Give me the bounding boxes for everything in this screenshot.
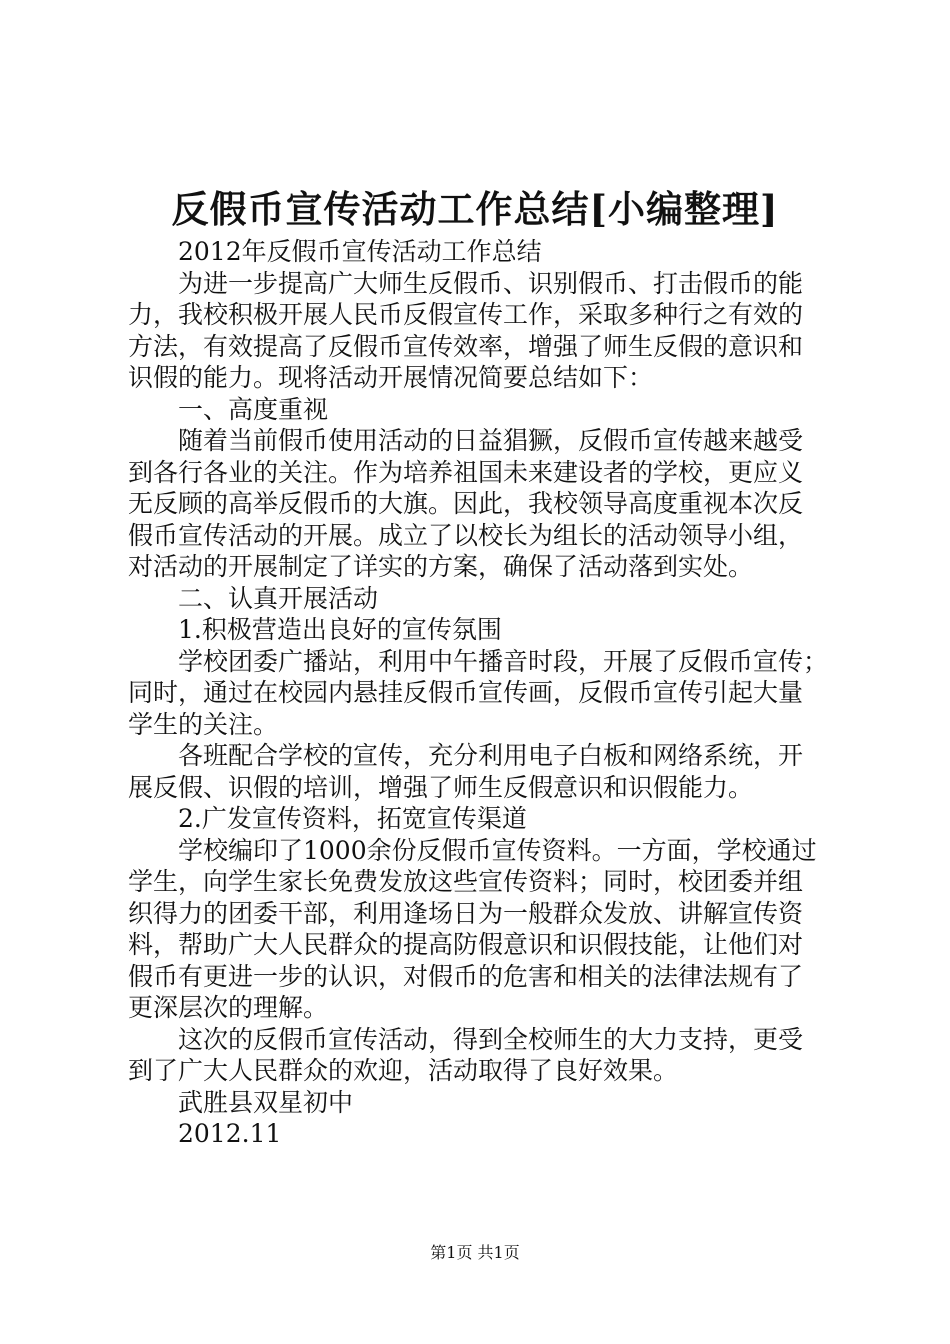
text-line: 识假的能力。现将活动开展情况简要总结如下： — [128, 363, 654, 392]
text-line: 学校团委广播站，利用中午播音时段，开展了反假币宣传； — [178, 646, 829, 676]
text-line: 1.积极营造出良好的宣传氛围 — [178, 615, 502, 644]
text-line: 无反顾的高举反假币的大旗。因此，我校领导高度重视本次反 — [128, 489, 804, 518]
text-line: 方法，有效提高了反假币宣传效率，增强了师生反假的意识和 — [128, 331, 804, 361]
text-line: 学生，向学生家长免费发放这些宣传资料；同时，校团委并组 — [128, 867, 804, 896]
text-line: 各班配合学校的宣传，充分利用电子白板和网络系统，开 — [178, 741, 804, 770]
text-line: 到各行各业的关注。作为培养祖国未来建设者的学校，更应义 — [128, 457, 804, 487]
text-line: 织得力的团委干部，利用逢场日为一般群众发放、讲解宣传资 — [128, 898, 804, 928]
document-body — [128, 236, 838, 1150]
page-footer: 第1页 共1页 — [430, 1243, 520, 1262]
text-line: 一、高度重视 — [178, 394, 329, 424]
text-line: 随着当前假币使用活动的日益猖獗，反假币宣传越来越受 — [178, 426, 804, 455]
text-line: 展反假、识假的培训，增强了师生反假意识和识假能力。 — [128, 772, 754, 802]
text-line: 2012年反假币宣传活动工作总结 — [178, 237, 542, 266]
text-line: 更深层次的理解。 — [128, 993, 329, 1022]
text-line: 学校编印了1000余份反假币宣传资料。一方面，学校通过 — [178, 835, 817, 865]
text-line: 为进一步提高广大师生反假币、识别假币、打击假币的能 — [178, 268, 804, 298]
text-line: 假币宣传活动的开展。成立了以校长为组长的活动领导小组， — [128, 520, 804, 550]
document-title: 反假币宣传活动工作总结[小编整理] — [171, 187, 779, 231]
text-line: 力，我校积极开展人民币反假宣传工作，采取多种行之有效的 — [128, 300, 804, 329]
text-line: 2.广发宣传资料，拓宽宣传渠道 — [178, 804, 527, 833]
text-line: 2012.11 — [178, 1119, 282, 1148]
text-line: 学生的关注。 — [128, 709, 279, 739]
text-line: 这次的反假币宣传活动，得到全校师生的大力支持，更受 — [178, 1024, 804, 1054]
text-line: 武胜县双星初中 — [178, 1087, 354, 1117]
text-line: 对活动的开展制定了详实的方案，确保了活动落到实处。 — [128, 552, 754, 581]
text-line: 料，帮助广大人民群众的提高防假意识和识假技能，让他们对 — [128, 930, 804, 959]
text-line: 假币有更进一步的认识，对假币的危害和相关的法律法规有了 — [128, 961, 804, 991]
text-line: 同时，通过在校园内悬挂反假币宣传画，反假币宣传引起大量 — [128, 678, 804, 707]
text-line: 到了广大人民群众的欢迎，活动取得了良好效果。 — [128, 1056, 679, 1085]
text-line: 二、认真开展活动 — [178, 583, 379, 613]
